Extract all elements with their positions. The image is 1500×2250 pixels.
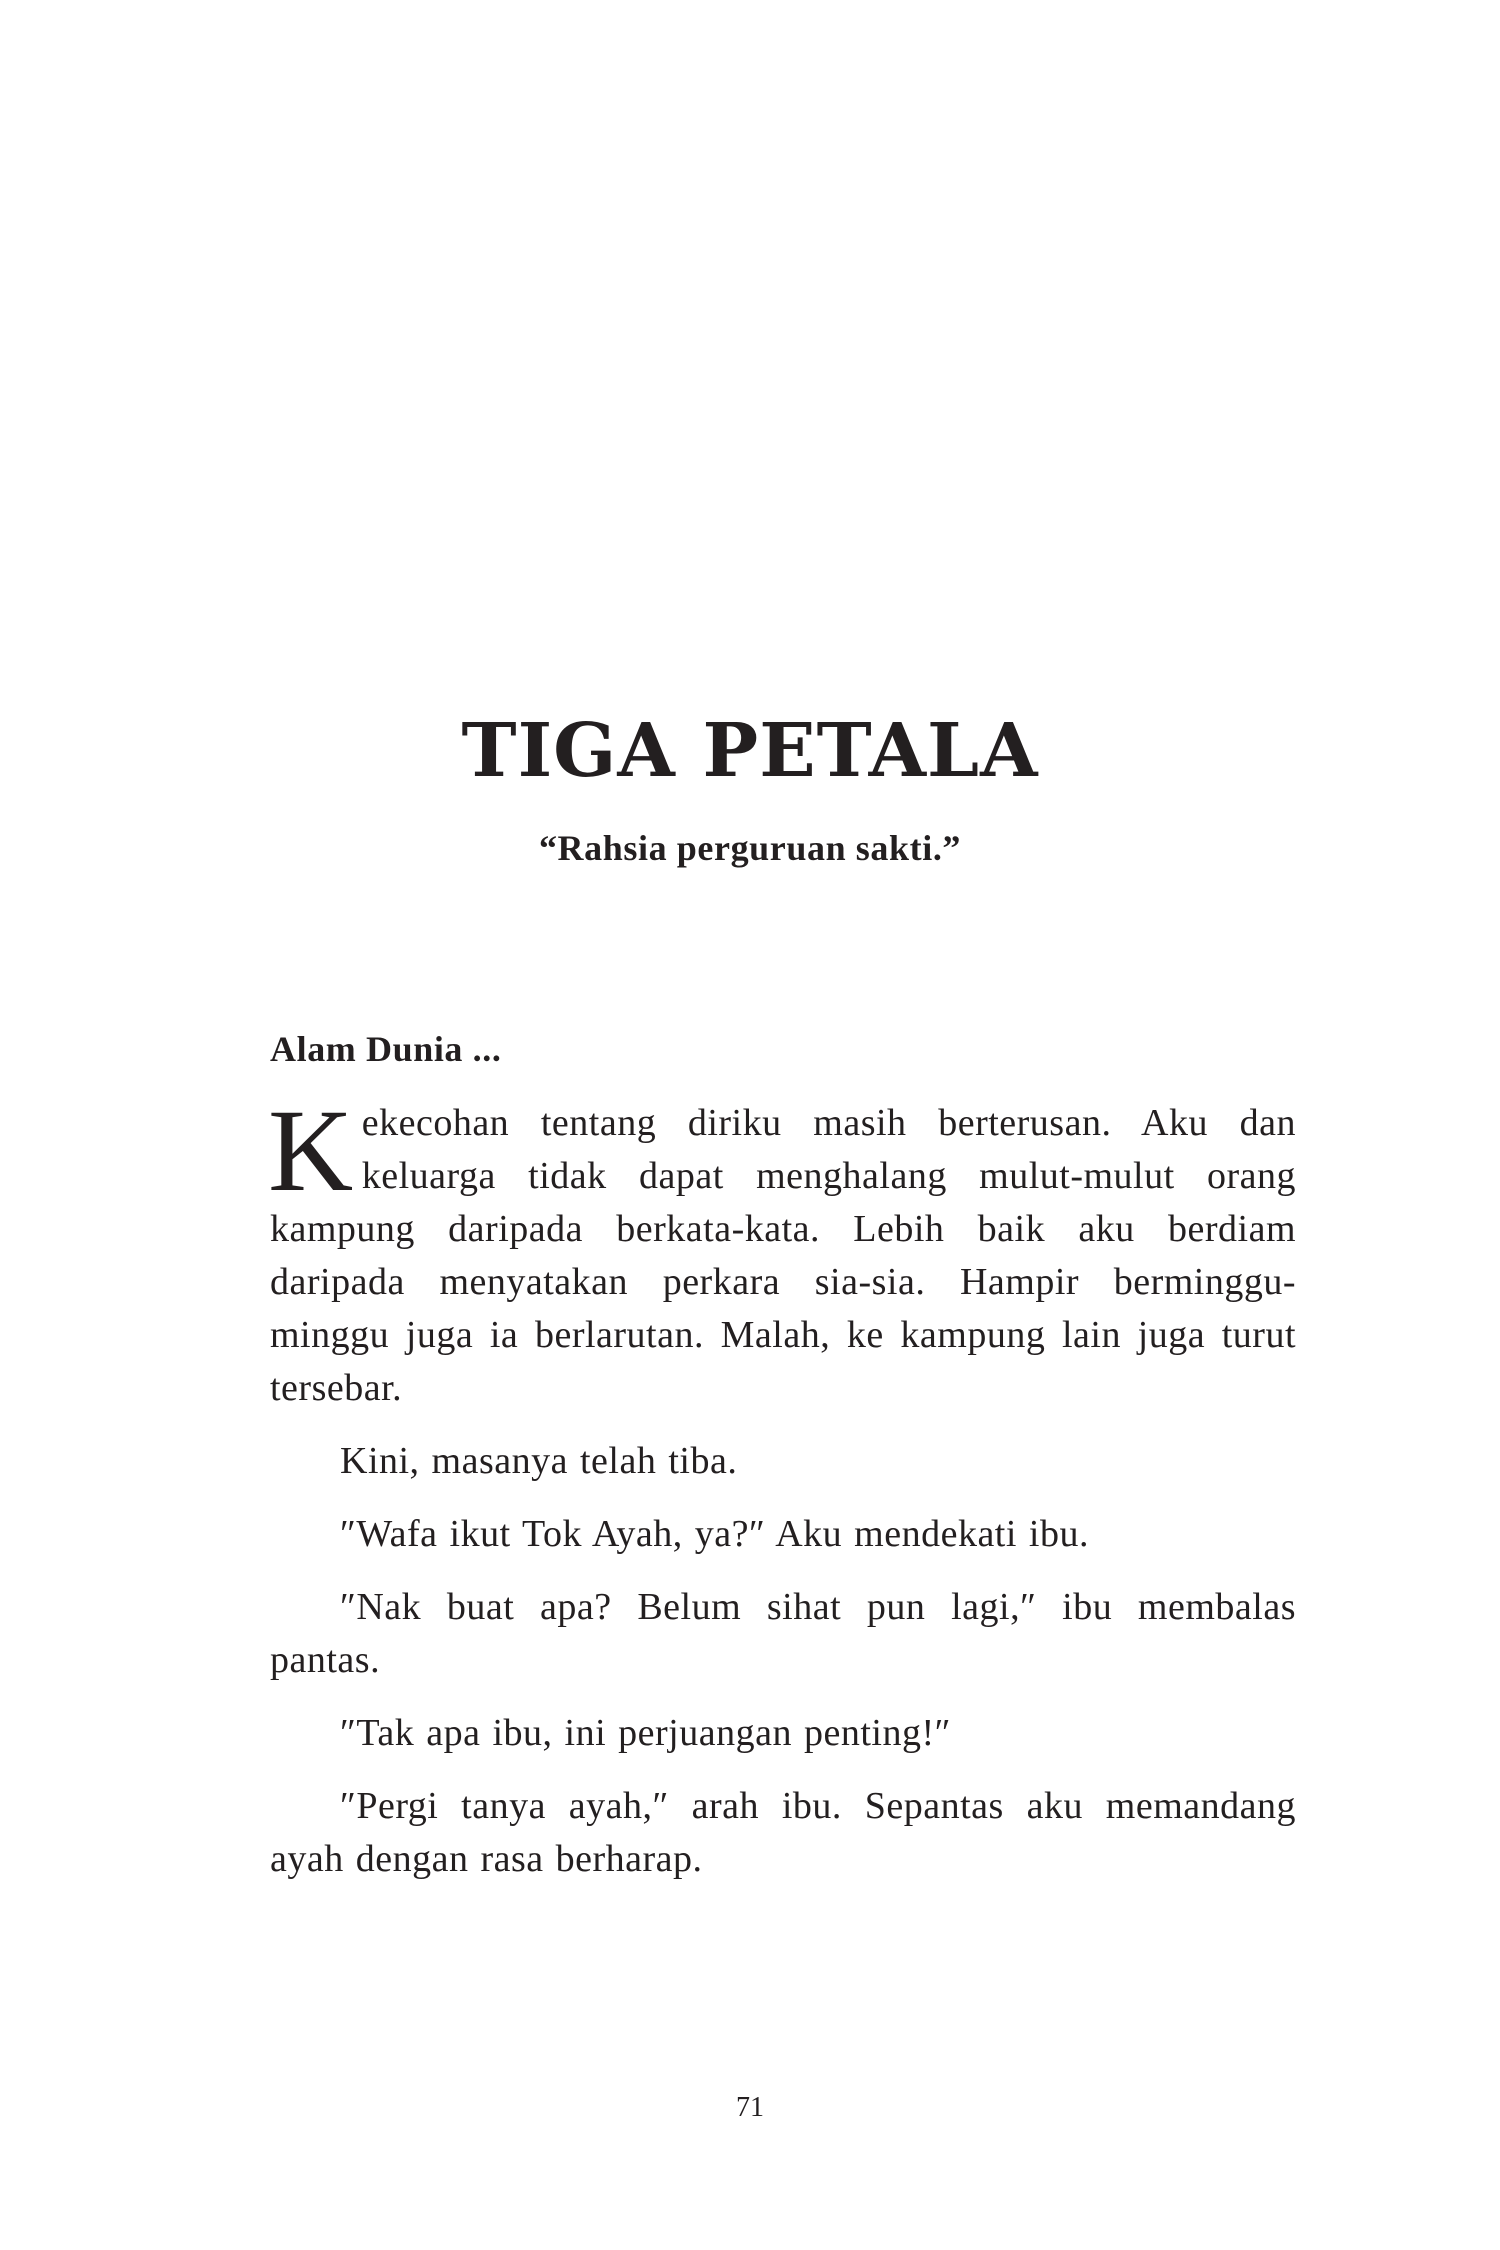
page-number: 71	[736, 2092, 764, 2123]
body-text	[268, 1085, 1296, 1906]
chapter-subtitle: “Rahsia perguruan sakti.”	[538, 828, 962, 868]
paragraph-6: ″Pergi tanya ayah,″ arah ibu. Sepantas aku memandang ayah dengan rasa berharap.	[270, 1785, 1296, 1880]
paragraph-5: ″Tak apa ibu, ini perjuangan penting!″	[340, 1712, 951, 1754]
chapter-title: TIGA PETALA	[461, 708, 1039, 794]
paragraph-3: ″Wafa ikut Tok Ayah, ya?″ Aku mendekati ibu.	[340, 1513, 1089, 1555]
drop-cap: K	[268, 1085, 354, 1216]
paragraph-4: ″Nak buat apa? Belum sihat pun lagi,″ ibu membalas pantas.	[270, 1586, 1296, 1681]
paragraph-1	[268, 1085, 1296, 1415]
section-heading: Alam Dunia ...	[270, 1029, 502, 1069]
paragraph-1-text: ekecohan tentang diriku masih berterusan. Aku dan keluarga tidak dapat menghalang mulut-mulut orang kampung daripada berkata-kata. Lebih baik aku berdiam daripada menyatakan perkara sia-sia. Hampir berminggu-minggu juga ia berlarutan. Malah, ke kampung lain juga turut tersebar.	[270, 1102, 1296, 1409]
paragraph-2: Kini, masanya telah tiba.	[340, 1440, 738, 1482]
